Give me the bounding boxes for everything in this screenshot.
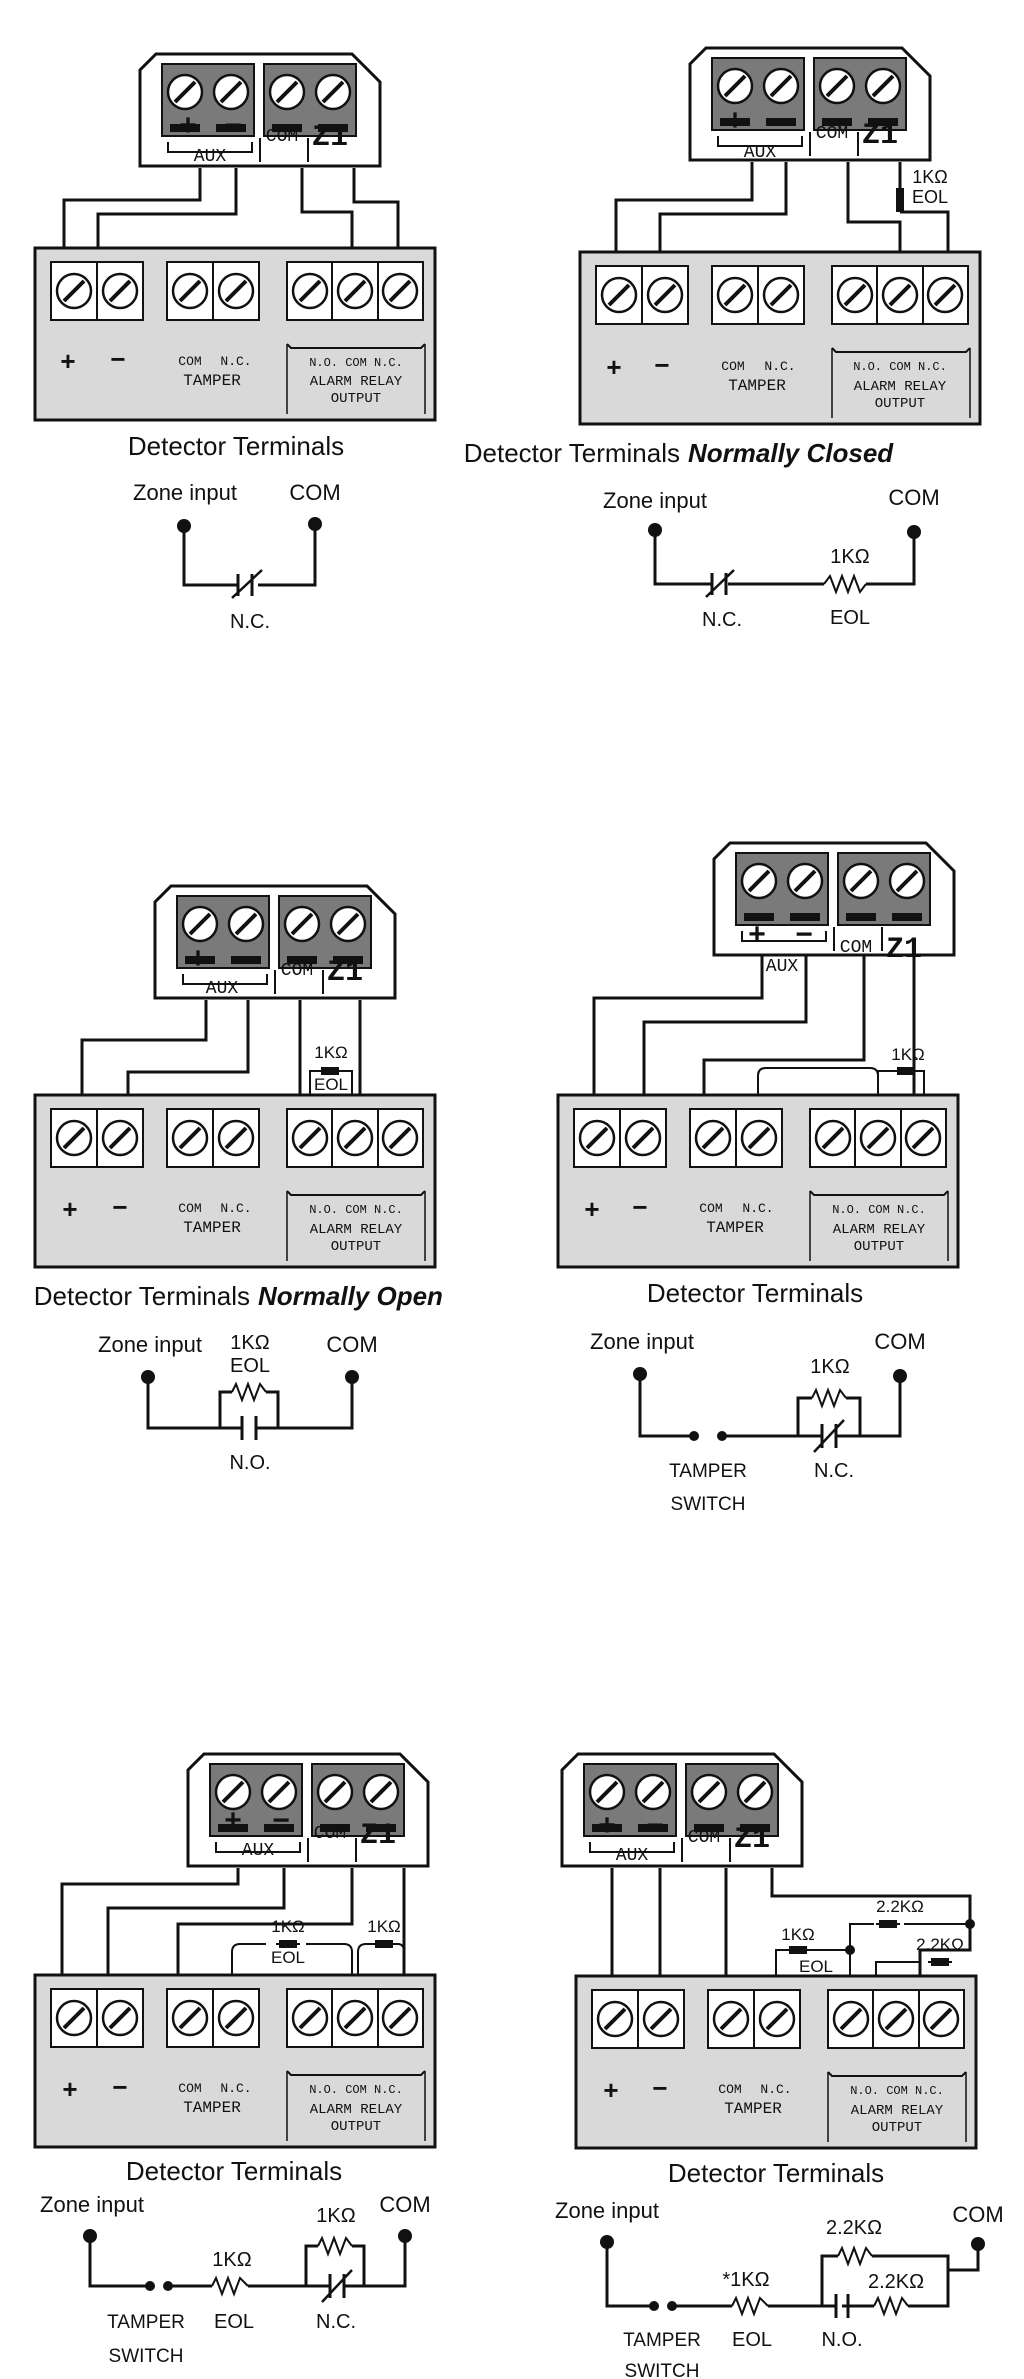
tamper-nc-label: N.C. <box>742 1201 774 1216</box>
eol-value-label: 1KΩ <box>314 1043 348 1062</box>
tamper-switch-contact <box>689 1431 699 1441</box>
com-label: COM <box>326 1332 378 1357</box>
relay-row-label: N.O. COM N.C. <box>309 356 403 370</box>
diagram-title: Detector Terminals <box>125 2156 343 2186</box>
aux-plus-label: + <box>189 942 207 975</box>
det-plus-label: + <box>603 2075 619 2105</box>
eol-value-label: 1KΩ <box>781 1925 815 1944</box>
tamper-nc-label: N.C. <box>764 359 796 374</box>
resistor-value-label: 1KΩ <box>316 2205 356 2227</box>
eol-label: EOL <box>313 1075 349 1094</box>
tamper-switch-label-2: SWITCH <box>108 2346 184 2367</box>
alarm-relay-label: ALARM RELAY <box>853 379 947 395</box>
diagram-2 <box>464 48 980 631</box>
det-plus-label: + <box>584 1194 600 1224</box>
diagram-6 <box>555 1754 1004 2379</box>
r22k-series-symbol <box>874 2298 908 2314</box>
det-minus-label: − <box>654 350 670 380</box>
tamper-switch-contact <box>649 2301 659 2311</box>
relay-row-label: N.O. COM N.C. <box>309 1203 403 1217</box>
relay-row-label: N.O. COM N.C. <box>309 2083 403 2097</box>
eol-value-label: 1KΩ <box>912 167 948 187</box>
panel-com-label: COM <box>687 1828 721 1848</box>
diagram-title: Detector Terminals <box>646 1278 864 1308</box>
r22k-series-label: 2.2KΩ <box>867 2271 925 2293</box>
eol-value-label: 1KΩ <box>271 1917 305 1936</box>
eol-resistor-symbol <box>372 1940 396 1948</box>
zone-input-label: Zone input <box>555 2198 659 2223</box>
tamper-switch-label-1: TAMPER <box>623 2330 701 2351</box>
eol-resistor-symbol-3 <box>928 1958 952 1966</box>
det-plus-label: + <box>62 1194 78 1224</box>
eol-value-label: 1KΩ <box>891 1045 925 1064</box>
resistor-symbol <box>318 2238 352 2254</box>
title-emphasis: Normally Open <box>258 1281 443 1311</box>
eol-label: EOL <box>798 1957 834 1976</box>
output-label: OUTPUT <box>330 391 382 407</box>
schematic-loop <box>184 524 315 585</box>
aux-minus-label: − <box>238 942 256 975</box>
aux-plus-label: + <box>224 1804 242 1837</box>
aux-minus-label: − <box>646 1809 664 1842</box>
resistor-value-label: 1KΩ <box>810 1356 850 1378</box>
com-label: COM <box>289 480 341 505</box>
resistor-value-label: 1KΩ <box>830 546 870 568</box>
aux-label: AUX <box>765 957 799 977</box>
schematic-loop <box>655 530 824 584</box>
eol-resistor-symbol <box>894 1067 918 1075</box>
com-label: COM <box>874 1329 926 1354</box>
r22k-parallel-symbol <box>838 2248 872 2264</box>
tamper-switch-contact <box>145 2281 155 2291</box>
aux-plus-label: + <box>748 918 766 951</box>
com-label: COM <box>952 2202 1004 2227</box>
eol-resistor-symbol <box>318 1067 342 1075</box>
wire-aux-minus <box>660 162 786 252</box>
tamper-label: TAMPER <box>724 2100 782 2118</box>
det-minus-label: − <box>652 2073 668 2103</box>
tamper-com-label: COM <box>718 2082 742 2097</box>
relay-row-label: N.O. COM N.C. <box>850 2084 944 2098</box>
det-minus-label: − <box>110 344 126 374</box>
no-label: N.O. <box>229 1452 271 1474</box>
aux-plus-label: + <box>726 104 744 137</box>
eol-inline-value-label: 1KΩ <box>212 2249 252 2271</box>
eol-label: EOL <box>229 1355 271 1377</box>
panel-com-label: COM <box>280 961 314 981</box>
eol-label: EOL <box>270 1948 306 1967</box>
schematic-loop <box>148 1377 352 1428</box>
diagram-title <box>34 1281 443 1311</box>
eol-resistor-symbol <box>896 188 904 212</box>
title-text: Detector Terminals <box>463 438 680 468</box>
wire-aux-minus <box>128 1000 248 1095</box>
output-label: OUTPUT <box>330 2119 382 2135</box>
eol-label: EOL <box>829 607 871 629</box>
wire-aux-plus <box>616 162 752 252</box>
aux-label: AUX <box>743 143 777 163</box>
aux-label: AUX <box>241 1841 275 1861</box>
det-plus-label: + <box>62 2074 78 2104</box>
diagram-4 <box>558 843 958 1515</box>
alarm-relay-label: ALARM RELAY <box>309 2102 403 2118</box>
title-emphasis: Normally Closed <box>688 438 894 468</box>
wire-com <box>302 168 352 248</box>
alarm-relay-label: ALARM RELAY <box>309 374 403 390</box>
aux-minus-label: − <box>774 104 792 137</box>
title-text: Detector Terminals <box>33 1281 250 1311</box>
tamper-switch-label-2: SWITCH <box>624 2361 700 2379</box>
no-label: N.O. <box>821 2329 863 2351</box>
com-label: COM <box>379 2192 431 2217</box>
tamper-com-label: COM <box>178 2081 202 2096</box>
diagram-5 <box>35 1754 435 2367</box>
aux-label: AUX <box>193 147 227 167</box>
tamper-com-label: COM <box>721 359 745 374</box>
eol-inline-value-label: *1KΩ <box>722 2269 770 2291</box>
alarm-relay-label: ALARM RELAY <box>850 2103 944 2119</box>
tamper-label: TAMPER <box>183 372 241 390</box>
tamper-eol-jumper <box>358 1944 404 1975</box>
diagram-title <box>464 438 895 468</box>
schematic-loop <box>640 1374 900 1436</box>
nc-label: N.C. <box>316 2311 356 2333</box>
eol-label: EOL <box>911 187 949 207</box>
relay-row-label: N.O. COM N.C. <box>853 360 947 374</box>
output-label: OUTPUT <box>853 1239 905 1255</box>
nc-label: N.C. <box>230 611 270 633</box>
zone-input-label: Zone input <box>133 480 237 505</box>
alarm-relay-label: ALARM RELAY <box>832 1222 926 1238</box>
r22k-label-2: 2.2KΩ <box>916 1935 964 1954</box>
wire-com <box>848 162 900 252</box>
eol-resistor-symbol <box>786 1946 810 1954</box>
tamper-nc-label: N.C. <box>220 2081 252 2096</box>
tamper-com-label: COM <box>178 354 202 369</box>
wire-aux-minus <box>98 168 236 248</box>
det-plus-label: + <box>60 346 76 376</box>
r22k-label-1: 2.2KΩ <box>876 1897 924 1916</box>
resistor-symbol <box>232 1384 266 1400</box>
output-label: OUTPUT <box>874 396 926 412</box>
tamper-label: TAMPER <box>183 2099 241 2117</box>
tamper-com-label: COM <box>699 1201 723 1216</box>
resistor-value-label: 1KΩ <box>230 1332 270 1354</box>
tamper-com-label: COM <box>178 1201 202 1216</box>
wire-aux-plus <box>64 168 200 248</box>
wire-z1 <box>354 168 398 248</box>
det-minus-label: − <box>632 1192 648 1222</box>
tamper-switch-label-1: TAMPER <box>107 2312 185 2333</box>
tamper-jumper <box>758 1068 878 1095</box>
aux-minus-label: − <box>272 1804 290 1837</box>
panel-z1-label: Z1 <box>733 1823 771 1857</box>
tamper-nc-label: N.C. <box>760 2082 792 2097</box>
eol-label: EOL <box>213 2311 255 2333</box>
aux-minus-label: − <box>795 918 813 951</box>
eol-resistor-symbol-2 <box>876 1920 900 1928</box>
tamper-nc-label: N.C. <box>220 354 252 369</box>
aux-plus-label: + <box>598 1809 616 1842</box>
eol-resistor-inline <box>212 2278 248 2294</box>
tamper-label: TAMPER <box>728 377 786 395</box>
panel-com-label: COM <box>265 127 299 147</box>
output-label: OUTPUT <box>330 1239 382 1255</box>
tamper-switch-label-2: SWITCH <box>670 1494 746 1515</box>
panel-com-label: COM <box>313 1824 347 1844</box>
zone-input-label: Zone input <box>590 1329 694 1354</box>
resistor-symbol <box>812 1390 846 1406</box>
panel-com-label: COM <box>815 124 849 144</box>
tamper-switch-label-1: TAMPER <box>669 1461 747 1482</box>
tamper-label: TAMPER <box>706 1219 764 1237</box>
eol-resistor-inline <box>732 2298 768 2314</box>
resistor-symbol <box>824 576 866 592</box>
det-minus-label: − <box>112 2072 128 2102</box>
diagram-3 <box>34 886 443 1474</box>
panel-z1-label: Z1 <box>326 956 364 990</box>
panel-z1-label: Z1 <box>861 119 899 153</box>
nc-label: N.C. <box>702 609 742 631</box>
relay-row-label: N.O. COM N.C. <box>832 1203 926 1217</box>
com-label: COM <box>888 485 940 510</box>
panel-z1-label: Z1 <box>311 121 349 155</box>
eol-label: EOL <box>731 2329 773 2351</box>
wire-aux-plus <box>62 1868 238 1975</box>
alarm-relay-label: ALARM RELAY <box>309 1222 403 1238</box>
aux-label: AUX <box>615 1846 649 1866</box>
wire-aux-plus <box>82 1000 206 1095</box>
det-plus-label: + <box>606 352 622 382</box>
eol-resistor-symbol <box>276 1940 300 1948</box>
aux-label: AUX <box>205 979 239 999</box>
panel-com-label: COM <box>839 938 873 958</box>
r22k-parallel-label: 2.2KΩ <box>825 2217 883 2239</box>
diagram-title: Detector Terminals <box>127 431 345 461</box>
diagram-1 <box>35 54 435 633</box>
zone-input-label: Zone input <box>98 1332 202 1357</box>
tamper-label: TAMPER <box>183 1219 241 1237</box>
det-minus-label: − <box>112 1192 128 1222</box>
output-label: OUTPUT <box>871 2120 923 2136</box>
eol-value-label-2: 1KΩ <box>367 1917 401 1936</box>
zone-input-label: Zone input <box>603 488 707 513</box>
tamper-nc-label: N.C. <box>220 1201 252 1216</box>
diagram-title: Detector Terminals <box>667 2158 885 2188</box>
panel-z1-label: Z1 <box>885 933 923 967</box>
aux-plus-label: + <box>179 109 197 142</box>
nc-label: N.C. <box>814 1460 854 1482</box>
zone-input-label: Zone input <box>40 2192 144 2217</box>
wire-aux-plus <box>594 956 762 1095</box>
panel-z1-label: Z1 <box>359 1819 397 1853</box>
aux-minus-label: − <box>224 109 242 142</box>
